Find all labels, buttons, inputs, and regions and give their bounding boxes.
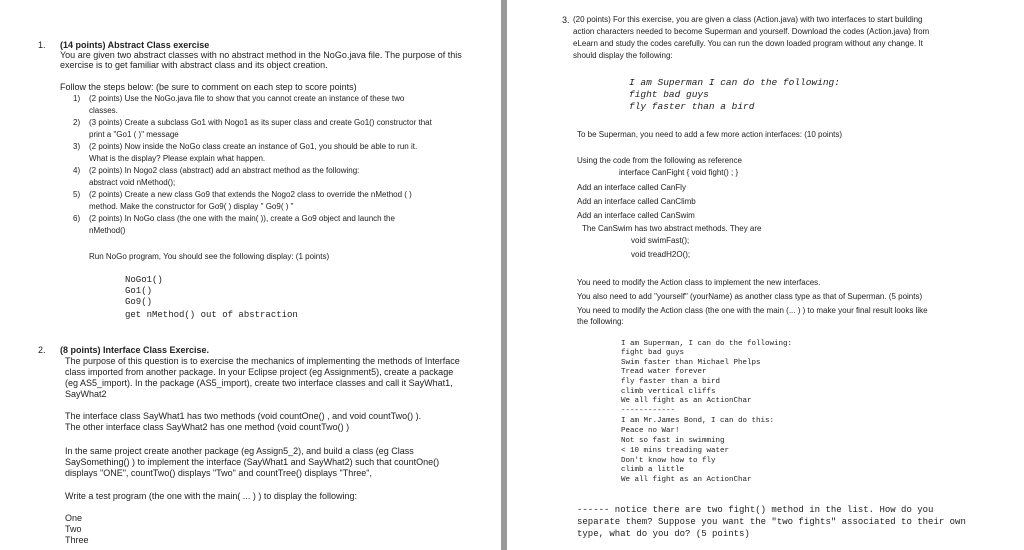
step-number: 1) <box>73 94 81 103</box>
display2-line: I am Superman, I can do the following: <box>621 340 793 348</box>
q2-output-line: Three <box>65 535 89 545</box>
step-line: method. Make the constructor for Go9( ) display " Go9( ) " <box>89 202 294 211</box>
q2-number: 2. <box>38 345 46 355</box>
add-interface-line: Add an interface called CanSwim <box>577 211 695 220</box>
q3-tobe-text: To be Superman, you need to add a few more action interfaces: (10 points) <box>577 130 843 139</box>
q2-para2-line: The interface class SayWhat1 has two methods (void countOne() , and void countTwo() ). <box>65 411 422 421</box>
step-number: 4) <box>73 166 81 175</box>
notice-line: ------ notice there are two fight() method in the list. How do you <box>577 505 934 515</box>
q2-para1-line: (eg AS5_import). In the package (AS5_import), create two interface classes and call it SayWhat1, <box>65 378 453 388</box>
step-line: nMethod() <box>89 226 126 235</box>
add-interface-line: Add an interface called CanFly <box>577 183 686 192</box>
modify-line: You also need to add "yourself" (yourName) as another class type as that of Superman. (5 points) <box>577 292 923 301</box>
q3-intro-line: action characters needed to become Superman and yourself. Download the codes (Action.java) from <box>573 27 930 36</box>
q1-number: 1. <box>38 40 46 50</box>
display1-line: I am Superman I can do the following: <box>629 77 840 88</box>
display2-separator: ------------ <box>621 407 676 415</box>
q1-intro-line: exercise is to get familiar with abstract class and its object creation. <box>60 60 328 70</box>
q1-intro-line: You are given two abstract classes with no abstract method in the NoGo.java file. The purpose of this <box>60 50 462 60</box>
display2-line: climb vertical cliffs <box>621 388 716 396</box>
q1-output-line: NoGo1() <box>125 275 163 285</box>
display1-line: fight bad guys <box>629 89 709 100</box>
display2-line: Swim faster than Michael Phelps <box>621 359 761 367</box>
q2-para3-line: SaySomething() ) to implement the interface (SayWhat1 and SayWhat2) such that countOne() <box>65 457 440 467</box>
step-line: (2 points) Now inside the NoGo class create an instance of Go1, you should be able to run it. <box>89 142 418 151</box>
display2-line: fly faster than a bird <box>621 378 721 386</box>
step-number: 3) <box>73 142 81 151</box>
q2-output-line: One <box>65 513 83 523</box>
display2-line: Not so fast in swimming <box>621 437 725 445</box>
right-page <box>507 0 1024 550</box>
display2-line: fight bad guys <box>621 349 685 357</box>
q1-output-line: get nMethod() out of abstraction <box>125 310 298 320</box>
add-interface-line: Add an interface called CanClimb <box>577 197 696 206</box>
display1-line: fly faster than a bird <box>629 101 755 112</box>
q1-title: (14 points) Abstract Class exercise <box>60 40 210 50</box>
modify-line: You need to modify the Action class to implement the new interfaces. <box>577 278 821 287</box>
step-line: (2 points) Use the NoGo.java file to show that you cannot create an instance of these two <box>89 94 405 103</box>
display2-line: Tread water forever <box>621 368 707 376</box>
interface-fight-code: interface CanFight { void fight() ; } <box>619 168 739 177</box>
step-line: classes. <box>89 106 118 115</box>
method-line: void swimFast(); <box>631 236 690 245</box>
display2-line: Peace no War! <box>621 427 680 435</box>
step-number: 2) <box>73 118 81 127</box>
canswim-text: The CanSwim has two abstract methods. They are <box>582 224 762 233</box>
q2-write-instruction: Write a test program (the one with the main( ... ) ) to display the following: <box>65 491 357 501</box>
left-page <box>0 0 501 550</box>
method-line: void treadH2O(); <box>631 250 691 259</box>
step-number: 6) <box>73 214 81 223</box>
q2-para1-line: The purpose of this question is to exercise the mechanics of implementing the methods of Interface <box>65 356 460 366</box>
q1-output-line: Go1() <box>125 286 153 296</box>
q2-para2-line: The other interface class SayWhat2 has one method (void countTwo() ) <box>65 422 350 432</box>
step-line: print a "Go1 ( )" message <box>89 130 179 139</box>
q3-using-text: Using the code from the following as reference <box>577 156 742 165</box>
q1-run-instruction: Run NoGo program, You should see the following display: (1 points) <box>89 252 330 261</box>
notice-line: type, what do you do? (5 points) <box>577 529 750 539</box>
q2-output-line: Two <box>65 524 82 534</box>
modify-line: You need to modify the Action class (the one with the main (... ) ) to make your final result looks like <box>577 306 928 315</box>
display2-line: climb a little <box>621 466 685 474</box>
display2-line: I am Mr.James Bond, I can do this: <box>621 417 775 425</box>
display2-line: < 10 mins treading water <box>621 447 730 455</box>
step-line: (2 points) In Nogo2 class (abstract) add an abstract method as the following: <box>89 166 360 175</box>
step-line: abstract void nMethod(); <box>89 178 176 187</box>
step-line: What is the display? Please explain what happen. <box>89 154 266 163</box>
display2-line: We all fight as an ActionChar <box>621 476 752 484</box>
q2-para3-line: In the same project create another package (eg Assign5_2), and build a class (eg Class <box>65 446 414 456</box>
step-number: 5) <box>73 190 81 199</box>
notice-line: separate them? Suppose you want the "two fights" associated to their own <box>577 517 966 527</box>
display2-line: We all fight as an ActionChar <box>621 397 752 405</box>
q1-output-line: Go9() <box>125 297 153 307</box>
q3-number: 3. <box>562 15 570 25</box>
q2-para1-line: class imported from another package. In your Eclipse project (eg Assignment5), create a package <box>65 367 454 377</box>
step-line: (2 points) In NoGo class (the one with the main( )), create a Go9 object and launch the <box>89 214 395 223</box>
q2-para1-line: SayWhat2 <box>65 389 107 399</box>
modify-line: the following: <box>577 317 624 326</box>
q3-intro-line: should display the following: <box>573 51 673 60</box>
q2-para3-line: displays "ONE", countTwo() displays "Two" and countTree() displays "Three", <box>65 468 372 478</box>
step-line: (3 points) Create a subclass Go1 with Nogo1 as its super class and create Go1() constructor that <box>89 118 432 127</box>
q3-intro-line: eLearn and study the codes carefully. You can run the down loaded program without any change. It <box>573 39 923 48</box>
step-line: (2 points) Create a new class Go9 that extends the Nogo2 class to override the nMethod ( ) <box>89 190 412 199</box>
q1-steps-header: Follow the steps below: (be sure to comment on each step to score points) <box>60 82 357 92</box>
display2-line: Don't know how to fly <box>621 457 716 465</box>
q2-title: (8 points) Interface Class Exercise. <box>60 345 210 355</box>
q3-intro-line: (20 points) For this exercise, you are given a class (Action.java) with two interfaces to start building <box>573 15 923 24</box>
